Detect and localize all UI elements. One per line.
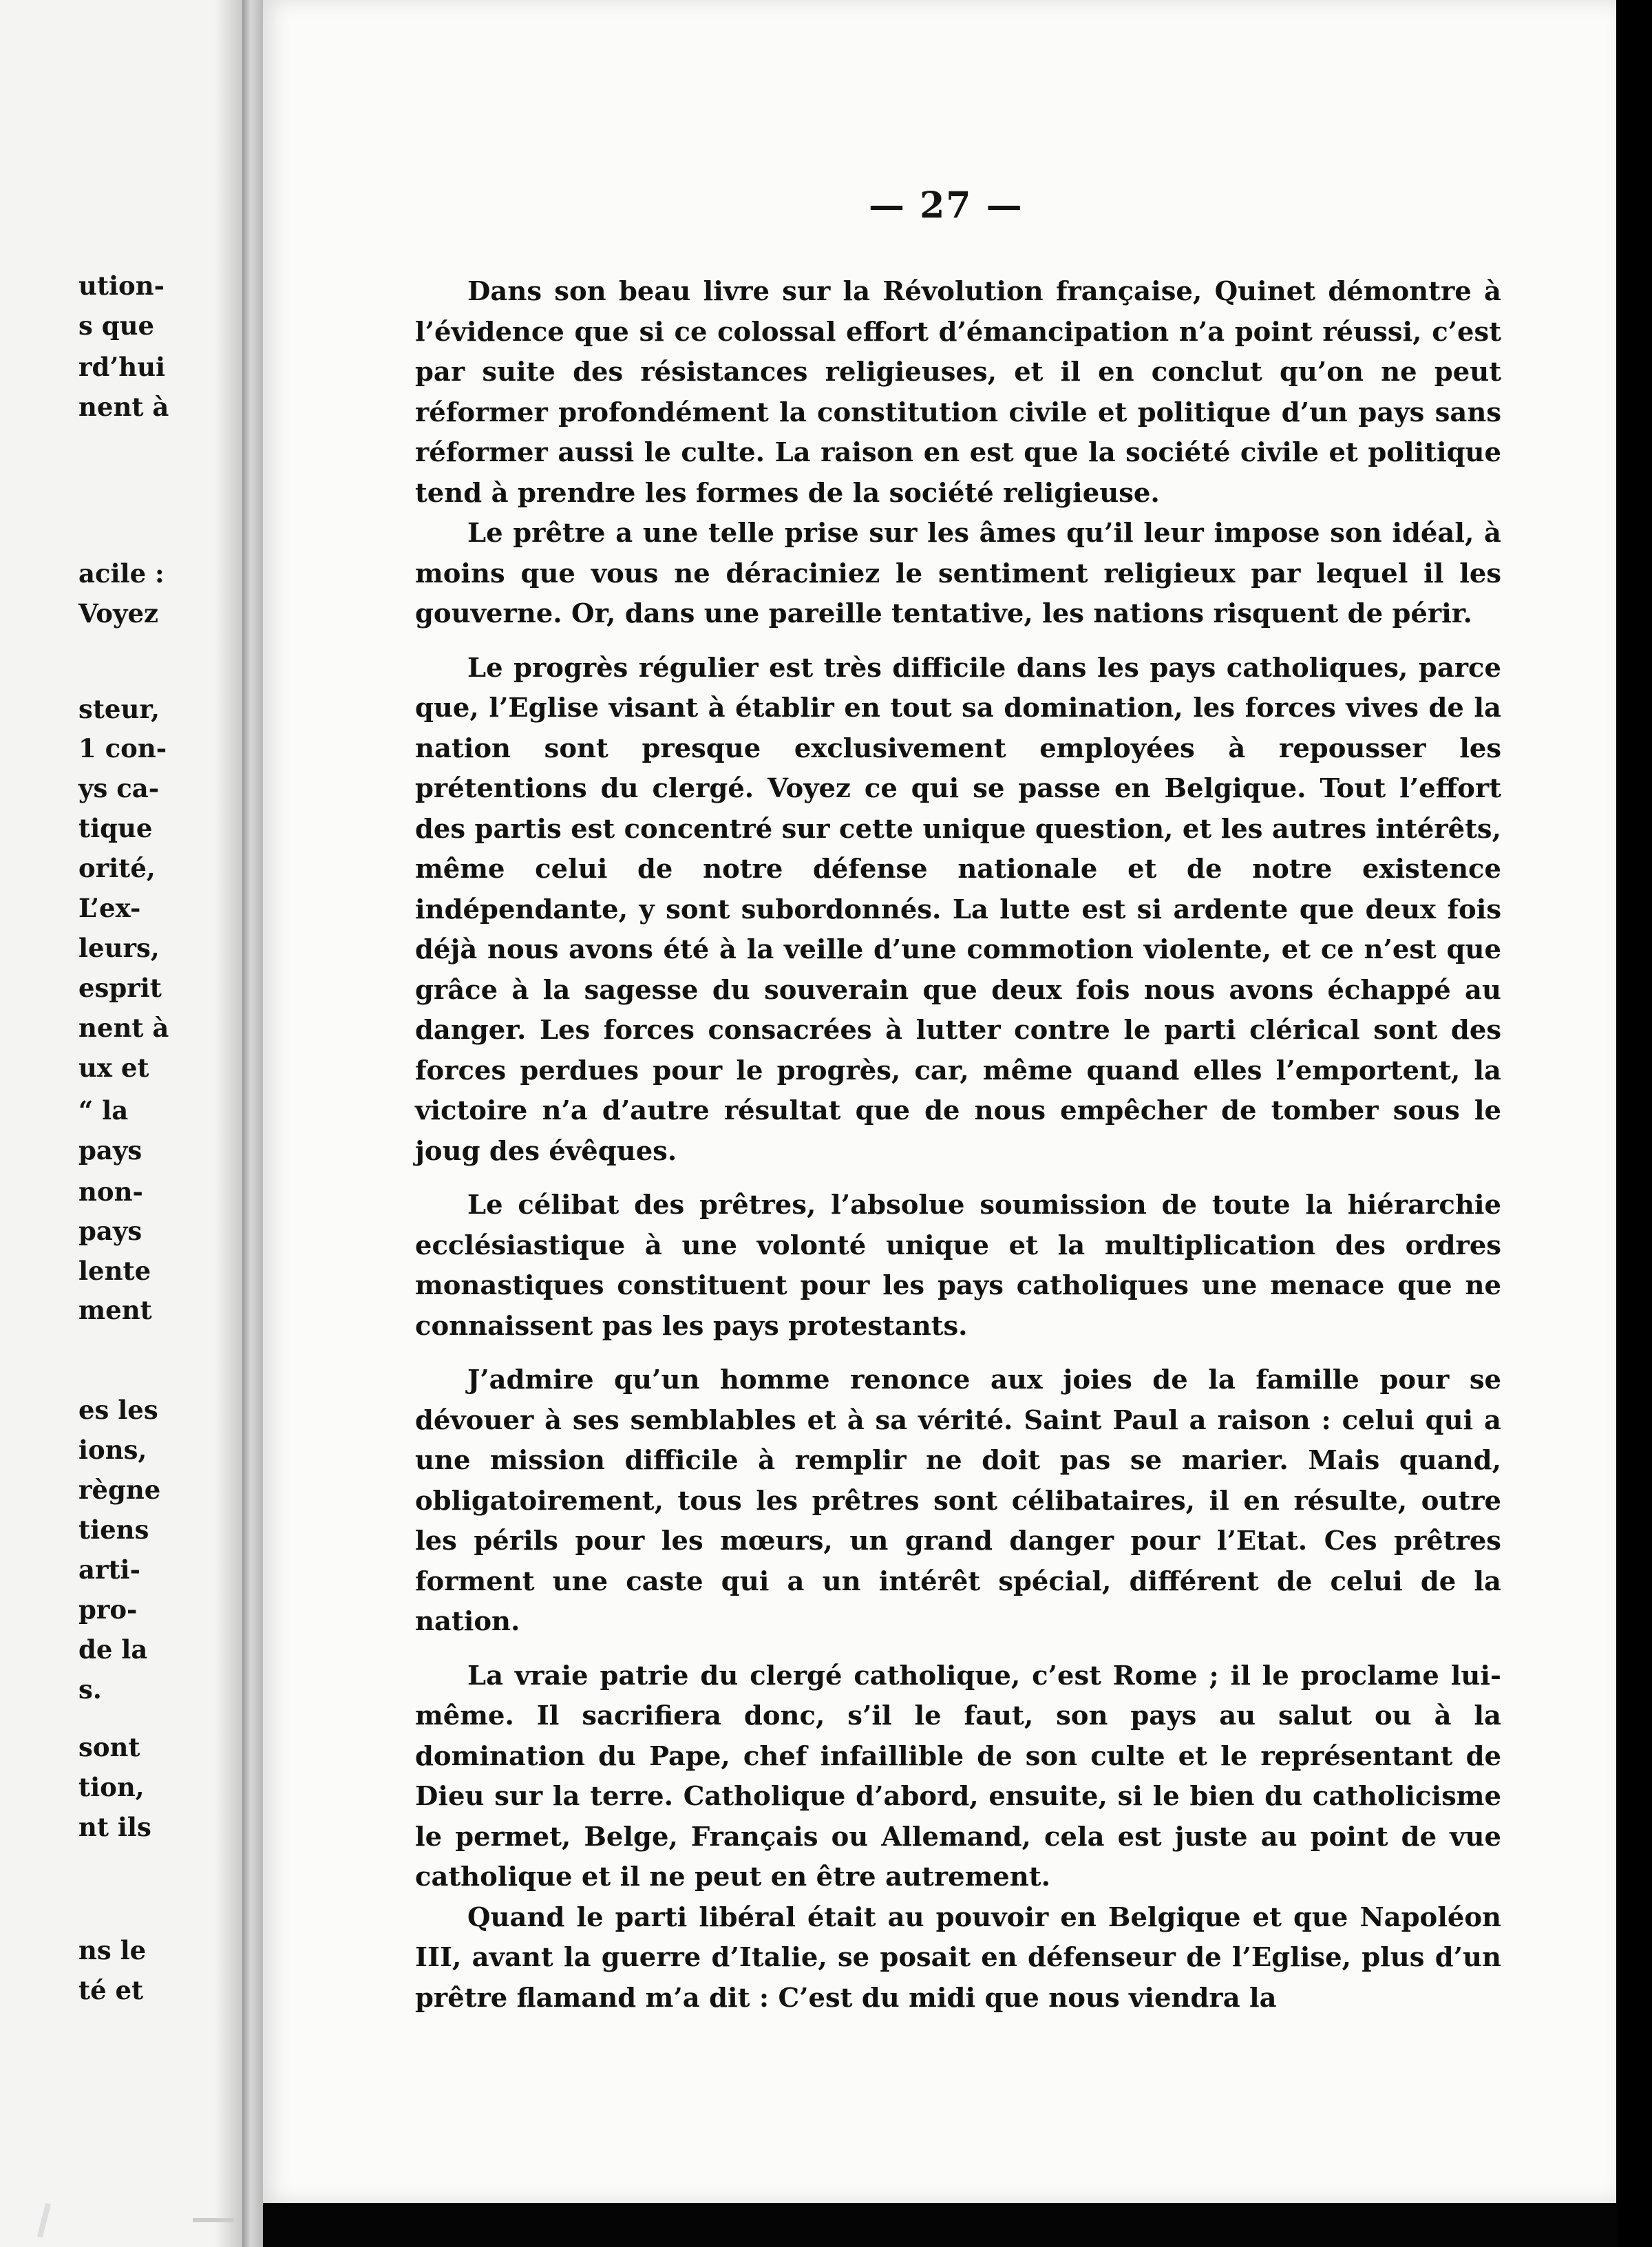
- paragraph: Le progrès régulier est très difficile dans les pays catholiques, parce que, l’Eglise visant à établir en tout sa domination, les forces vives de la nation sont presque exclusivement employées à repousser les prétentions du clergé. Voyez ce qui se passe en Belgique. Tout l’effort des partis est concentré sur cette unique question, et les autres intérêts, même celui de notre défense nationale et de notre existence indépendante, y sont subordonnés. La lutte est si ardente que deux fois déjà nous avons été à la veille d’une commotion violente, et ce n’est que grâce à la sagesse du souverain que deux fois nous avons échappé au danger. Les forces consacrées à lutter contre le parti clérical sont des forces perdues pour le progrès, car, même quand elles l’emportent, la victoire n’a d’autre résultat que de nous empêcher de tomber sous le joug des évêques.: [415, 652, 1501, 1167]
- left-page-line: ux et: [78, 1053, 149, 1083]
- left-page-line: ys ca-: [78, 773, 160, 803]
- left-page-line: rd’hui: [78, 352, 166, 382]
- paragraph: La vraie patrie du clergé catholique, c’est Rome ; il le proclame lui-même. Il sacrifiera donc, s’il le faut, son pays au salut ou à la domination du Pape, chef infaillible de son culte et le représentant de Dieu sur la terre. Catholique d’abord, ensuite, si le bien du catholicisme le permet, Belge, Français ou Allemand, cela est juste au point de vue catholique et il ne peut en être autrement.: [415, 1660, 1501, 1892]
- left-page-line: leurs,: [78, 933, 160, 963]
- left-page-line: Voyez: [78, 598, 159, 629]
- left-page-line: pays: [78, 1135, 142, 1165]
- left-page-line: ions,: [78, 1435, 147, 1465]
- left-page-line: de la: [78, 1634, 148, 1665]
- paragraph: Dans son beau livre sur la Révolution française, Quinet démontre à l’évidence que si ce colossal effort d’émancipation n’a point réussi, c’est par suite des résistances religieuses, et il en conclut qu’on ne peut réformer profondément la constitution civile et politique d’un pays sans réformer aussi le culte. La raison en est que la société civile et politique tend à prendre les formes de la société religieuse.: [415, 276, 1501, 509]
- left-page-line: ution-: [78, 271, 165, 301]
- page-number: — 27 —: [869, 184, 1024, 226]
- paragraph: Le célibat des prêtres, l’absolue soumission de toute la hiérarchie ecclésiastique à une volonté unique et la multiplication des ordres monastiques constituent pour les pays catholiques une menace que ne connaissent pas les pays protestants.: [415, 1190, 1501, 1342]
- left-page-line: pays: [78, 1216, 142, 1246]
- left-page-line: acile :: [78, 558, 165, 589]
- left-page-line: tion,: [78, 1772, 145, 1802]
- left-page-line: tique: [78, 813, 153, 843]
- left-page-line: “ la: [78, 1095, 129, 1126]
- left-page-line: s.: [78, 1674, 102, 1705]
- left-page-line: non-: [78, 1177, 143, 1207]
- left-page-line: pro-: [78, 1594, 138, 1625]
- left-page-line: es les: [78, 1395, 158, 1425]
- left-page-line: ns le: [78, 1935, 147, 1965]
- left-page-line: lente: [78, 1256, 151, 1286]
- left-page-line: s que: [78, 310, 155, 341]
- left-page-line: règne: [78, 1475, 161, 1505]
- page-curl-shadow: [215, 0, 242, 2247]
- left-page-line: L’ex-: [78, 893, 141, 923]
- left-page-line: 1 con-: [78, 733, 167, 763]
- left-page-line: nent à: [78, 392, 169, 422]
- paragraph: Quand le parti libéral était au pouvoir en Belgique et que Napoléon III, avant la guerre d’Italie, se posait en défenseur de l’Eglise, plus d’un prêtre flamand m’a dit : C’est du midi que nous viendra la: [415, 1901, 1501, 2014]
- left-page-line: orité,: [78, 853, 156, 883]
- paragraph: J’admire qu’un homme renonce aux joies de la famille pour se dévouer à ses semblables et à sa vérité. Saint Paul a raison : celui qui a une mission difficile à remplir ne doit pas se marier. Mais quand, obligatoirement, tous les prêtres sont célibataires, il en résulte, outre les périls pour les mœurs, un grand danger pour l’Etat. Ces prêtres forment une caste qui a un intérêt spécial, différent de celui de la nation.: [415, 1364, 1501, 1637]
- left-page-line: arti-: [78, 1554, 140, 1585]
- left-page-line: nent à: [78, 1013, 169, 1043]
- body-text: [415, 272, 1501, 2018]
- left-page-line: ment: [78, 1295, 152, 1325]
- paragraph: Le prêtre a une telle prise sur les âmes qu’il leur impose son idéal, à moins que vous ne déraciniez le sentiment religieux par lequel il les gouverne. Or, dans une pareille tentative, les nations risquent de périr.: [415, 518, 1501, 629]
- scan-artifact: [193, 2218, 234, 2222]
- left-page-line: tiens: [78, 1515, 149, 1545]
- left-page-line: esprit: [78, 973, 162, 1003]
- scan-right-border: [1618, 0, 1652, 2247]
- book-spine-gutter: [242, 0, 263, 2247]
- facing-left-page: [0, 0, 246, 2247]
- left-page-line: nt ils: [78, 1812, 151, 1842]
- left-page-line: steur,: [78, 694, 160, 724]
- left-page-line: té et: [78, 1975, 144, 2005]
- left-page-line: sont: [78, 1732, 140, 1762]
